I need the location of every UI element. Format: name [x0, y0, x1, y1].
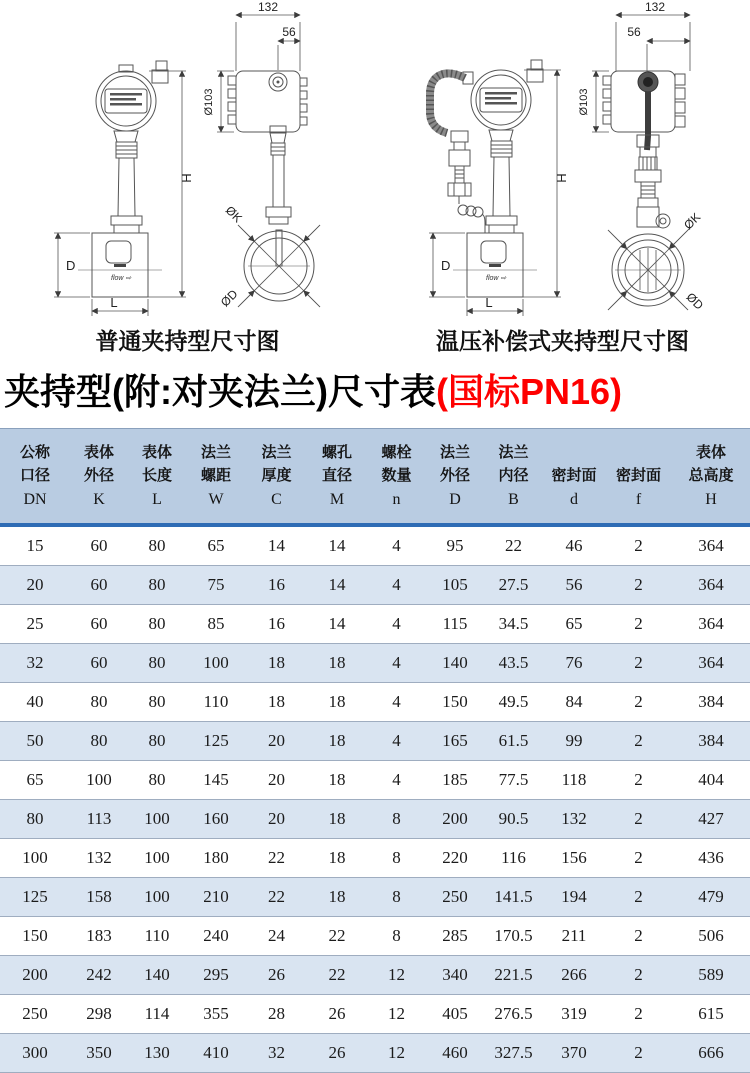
figure-temp-pressure-clamp — [375, 0, 750, 357]
table-row — [0, 566, 750, 605]
table-cell: 384 — [672, 722, 750, 761]
table-cell: 2 — [605, 1034, 672, 1073]
table-cell: 100 — [128, 800, 186, 839]
table-cell: 80 — [128, 644, 186, 683]
table-cell: 242 — [70, 956, 128, 995]
table-cell: 22 — [307, 956, 367, 995]
table-cell: 2 — [605, 722, 672, 761]
table-cell: 84 — [543, 683, 605, 722]
dim-L-label: L — [110, 295, 118, 310]
table-cell: 370 — [543, 1034, 605, 1073]
dim-dia103-label: Ø103 — [203, 88, 215, 116]
table-cell: 99 — [543, 722, 605, 761]
table-cell: 18 — [307, 644, 367, 683]
title-standard: (国标PN16) — [435, 371, 622, 412]
table-cell: 18 — [307, 878, 367, 917]
table-cell: 427 — [672, 800, 750, 839]
table-cell: 18 — [307, 683, 367, 722]
table-cell: 14 — [307, 566, 367, 605]
header-row — [0, 429, 750, 526]
table-cell: 34.5 — [484, 605, 543, 644]
table-cell: 364 — [672, 605, 750, 644]
table-cell: 18 — [307, 800, 367, 839]
header-line: 长度 — [141, 467, 172, 485]
col-header-1-K — [70, 429, 128, 526]
header-line: 螺孔 — [321, 444, 352, 462]
table-cell: 170.5 — [484, 917, 543, 956]
col-header-11-H — [672, 429, 750, 526]
table-cell: 22 — [246, 839, 307, 878]
table-cell: 60 — [70, 525, 128, 566]
table-cell: 80 — [128, 566, 186, 605]
table-cell: 200 — [426, 800, 484, 839]
table-cell: 2 — [605, 839, 672, 878]
col-header-6-n — [367, 429, 426, 526]
header-line: 法兰 — [498, 444, 529, 462]
table-cell: 8 — [367, 839, 426, 878]
title-text: 夹持型(附:对夹法兰)尺寸表 — [4, 371, 436, 412]
table-cell: 200 — [0, 956, 70, 995]
header-line: 螺距 — [200, 467, 231, 485]
cable-entry — [152, 70, 168, 83]
table-cell: 140 — [128, 956, 186, 995]
table-cell: 56 — [543, 566, 605, 605]
side-view — [578, 0, 706, 313]
table-cell: 340 — [426, 956, 484, 995]
meter-body — [453, 233, 537, 297]
flow-label: flow ⇨ — [486, 275, 507, 282]
table-cell: 25 — [0, 605, 70, 644]
front-view — [78, 61, 168, 297]
table-cell: 118 — [543, 761, 605, 800]
table-cell: 113 — [70, 800, 128, 839]
table-cell: 26 — [246, 956, 307, 995]
table-cell: 20 — [246, 761, 307, 800]
table-cell: 18 — [246, 644, 307, 683]
table-cell: 46 — [543, 525, 605, 566]
header-line: 口径 — [19, 467, 50, 485]
table-cell: 436 — [672, 839, 750, 878]
header-symbol: d — [570, 491, 578, 509]
table-cell: 384 — [672, 683, 750, 722]
col-header-2-L — [128, 429, 186, 526]
dimension-table — [0, 428, 750, 1073]
table-cell: 8 — [367, 800, 426, 839]
table-cell: 506 — [672, 917, 750, 956]
table-cell: 4 — [367, 683, 426, 722]
header-symbol: D — [449, 491, 461, 509]
table-cell: 76 — [543, 644, 605, 683]
table-cell: 4 — [367, 566, 426, 605]
table-row — [0, 644, 750, 683]
table-cell: 28 — [246, 995, 307, 1034]
table-cell: 61.5 — [484, 722, 543, 761]
header-symbol: C — [271, 491, 282, 509]
header-symbol: B — [508, 491, 519, 509]
header-symbol: L — [152, 491, 162, 509]
table-cell: 80 — [128, 683, 186, 722]
table-cell: 16 — [246, 566, 307, 605]
table-cell: 80 — [128, 605, 186, 644]
table-cell: 4 — [367, 722, 426, 761]
table-cell: 60 — [70, 644, 128, 683]
table-cell: 12 — [367, 995, 426, 1034]
table-cell: 32 — [246, 1034, 307, 1073]
table-cell: 210 — [186, 878, 246, 917]
table-cell: 12 — [367, 1034, 426, 1073]
table-cell: 221.5 — [484, 956, 543, 995]
header-line: 表体 — [83, 444, 114, 462]
table-cell: 185 — [426, 761, 484, 800]
header-line: 公称 — [19, 444, 50, 462]
table-cell: 80 — [128, 761, 186, 800]
table-cell: 2 — [605, 566, 672, 605]
table-cell: 22 — [484, 525, 543, 566]
header-line: 法兰 — [439, 444, 470, 462]
dim-56-label: 56 — [282, 25, 296, 39]
table-cell: 60 — [70, 566, 128, 605]
col-header-3-W — [186, 429, 246, 526]
table-cell: 80 — [70, 683, 128, 722]
header-line: 总高度 — [688, 467, 734, 485]
table-cell: 130 — [128, 1034, 186, 1073]
table-cell: 110 — [186, 683, 246, 722]
table-cell: 22 — [246, 878, 307, 917]
flow-label: flow ⇨ — [111, 275, 132, 282]
col-header-9-d — [543, 429, 605, 526]
header-symbol: n — [392, 491, 401, 509]
stem — [486, 130, 517, 233]
table-cell: 350 — [70, 1034, 128, 1073]
table-row — [0, 917, 750, 956]
housing — [236, 71, 300, 132]
table-cell: 60 — [70, 605, 128, 644]
table-cell: 100 — [186, 644, 246, 683]
table-cell: 355 — [186, 995, 246, 1034]
table-cell: 2 — [605, 956, 672, 995]
drawings-row — [0, 0, 750, 357]
table-cell: 4 — [367, 644, 426, 683]
table-cell: 4 — [367, 761, 426, 800]
header-line: 直径 — [321, 467, 352, 485]
table-cell: 4 — [367, 605, 426, 644]
table-cell: 40 — [0, 683, 70, 722]
table-cell: 65 — [0, 761, 70, 800]
table-cell: 125 — [186, 722, 246, 761]
col-header-10-f — [605, 429, 672, 526]
table-cell: 2 — [605, 644, 672, 683]
table-cell: 2 — [605, 683, 672, 722]
table-cell: 80 — [128, 722, 186, 761]
table-row — [0, 722, 750, 761]
table-cell: 364 — [672, 644, 750, 683]
table-cell: 80 — [0, 800, 70, 839]
dim-132-label: 132 — [257, 0, 279, 14]
header-line: 数量 — [381, 467, 412, 485]
table-row — [0, 956, 750, 995]
header-line: 密封面 — [615, 467, 661, 485]
table-cell: 4 — [367, 525, 426, 566]
header-line: 螺栓 — [381, 444, 412, 462]
table-cell: 105 — [426, 566, 484, 605]
header-line: 内径 — [498, 467, 529, 485]
table-cell: 220 — [426, 839, 484, 878]
display-text-lines — [110, 93, 142, 106]
dim-K-label: ØK — [222, 203, 245, 226]
table-cell: 364 — [672, 566, 750, 605]
dim-D-label: D — [66, 258, 76, 273]
table-cell: 2 — [605, 917, 672, 956]
dim-132-label: 132 — [644, 0, 666, 14]
side-dimensions — [578, 0, 690, 132]
header-line — [605, 441, 672, 464]
table-cell: 80 — [128, 525, 186, 566]
table-cell: 2 — [605, 995, 672, 1034]
table-row — [0, 839, 750, 878]
table-cell: 666 — [672, 1034, 750, 1073]
table-cell: 100 — [128, 839, 186, 878]
table-cell: 298 — [70, 995, 128, 1034]
table-cell: 26 — [307, 1034, 367, 1073]
drawing-caption-ordinary: 普通夹持型尺寸图 — [95, 328, 280, 354]
table-row — [0, 995, 750, 1034]
table-cell: 180 — [186, 839, 246, 878]
table-cell: 12 — [367, 956, 426, 995]
table-row — [0, 800, 750, 839]
table-cell: 32 — [0, 644, 70, 683]
col-header-8-B — [484, 429, 543, 526]
table-cell: 115 — [426, 605, 484, 644]
table-cell: 24 — [246, 917, 307, 956]
table-cell: 22 — [307, 917, 367, 956]
temp-pressure-clamp-drawing — [375, 0, 750, 325]
table-cell: 49.5 — [484, 683, 543, 722]
table-cell: 211 — [543, 917, 605, 956]
header-symbol: H — [705, 491, 717, 509]
header-line — [543, 441, 605, 464]
table-cell: 410 — [186, 1034, 246, 1073]
header-line: 厚度 — [261, 467, 292, 485]
transmitter-head — [471, 60, 543, 130]
table-cell: 43.5 — [484, 644, 543, 683]
table-cell: 18 — [246, 683, 307, 722]
header-symbol: W — [208, 491, 224, 509]
table-cell: 2 — [605, 800, 672, 839]
col-header-7-D — [426, 429, 484, 526]
drawing-caption-temp-pressure: 温压补偿式夹持型尺寸图 — [436, 328, 689, 354]
col-header-4-C — [246, 429, 307, 526]
table-cell: 150 — [426, 683, 484, 722]
table-cell: 80 — [70, 722, 128, 761]
lug-ring — [656, 214, 670, 228]
header-line: 外径 — [439, 467, 470, 485]
table-cell: 364 — [672, 525, 750, 566]
table-cell: 114 — [128, 995, 186, 1034]
table-cell: 141.5 — [484, 878, 543, 917]
table-cell: 90.5 — [484, 800, 543, 839]
table-cell: 150 — [0, 917, 70, 956]
table-cell: 145 — [186, 761, 246, 800]
table-cell: 479 — [672, 878, 750, 917]
cable — [647, 92, 648, 150]
cable-entry — [527, 69, 543, 82]
table-cell: 285 — [426, 917, 484, 956]
table-cell: 8 — [367, 917, 426, 956]
table-row — [0, 605, 750, 644]
table-cell: 110 — [128, 917, 186, 956]
table-row — [0, 761, 750, 800]
table-cell: 26 — [307, 995, 367, 1034]
dim-56-label: 56 — [627, 25, 641, 39]
table-cell: 15 — [0, 525, 70, 566]
table-cell: 404 — [672, 761, 750, 800]
stem — [111, 131, 142, 233]
table-cell: 183 — [70, 917, 128, 956]
header-line: 外径 — [83, 467, 114, 485]
table-row — [0, 878, 750, 917]
dim-OD-label: ØD — [683, 289, 707, 313]
header-line: 法兰 — [200, 444, 231, 462]
table-cell: 250 — [0, 995, 70, 1034]
table-cell: 65 — [186, 525, 246, 566]
table-cell: 240 — [186, 917, 246, 956]
table-cell: 156 — [543, 839, 605, 878]
table-cell: 158 — [70, 878, 128, 917]
table-cell: 27.5 — [484, 566, 543, 605]
table-title — [0, 357, 750, 428]
table-cell: 276.5 — [484, 995, 543, 1034]
header-symbol: K — [93, 491, 105, 509]
dim-K-label: ØK — [681, 210, 704, 233]
table-row — [0, 1034, 750, 1073]
ordinary-clamp-drawing — [0, 0, 375, 325]
dim-H-label: H — [179, 173, 194, 183]
table-cell: 132 — [70, 839, 128, 878]
table-cell: 295 — [186, 956, 246, 995]
figure-ordinary-clamp — [0, 0, 375, 357]
table-cell: 18 — [307, 722, 367, 761]
table-cell: 589 — [672, 956, 750, 995]
side-dimensions — [203, 0, 300, 132]
table-cell: 2 — [605, 761, 672, 800]
table-cell: 18 — [307, 761, 367, 800]
table-cell: 125 — [0, 878, 70, 917]
table-cell: 132 — [543, 800, 605, 839]
table-cell: 405 — [426, 995, 484, 1034]
table-cell: 2 — [605, 878, 672, 917]
table-cell: 8 — [367, 878, 426, 917]
header-line: 表体 — [141, 444, 172, 462]
side-view — [203, 0, 320, 309]
transmitter-head — [96, 61, 168, 131]
meter-body — [78, 233, 162, 297]
dim-L-label: L — [485, 295, 493, 310]
table-cell: 160 — [186, 800, 246, 839]
table-row — [0, 683, 750, 722]
table-cell: 300 — [0, 1034, 70, 1073]
dim-H-label: H — [554, 173, 569, 183]
table-cell: 50 — [0, 722, 70, 761]
table-cell: 140 — [426, 644, 484, 683]
table-cell: 100 — [128, 878, 186, 917]
table-cell: 116 — [484, 839, 543, 878]
header-line: 法兰 — [261, 444, 292, 462]
header-symbol: DN — [23, 491, 47, 509]
header-line: 表体 — [695, 444, 726, 462]
table-cell: 95 — [426, 525, 484, 566]
table-cell: 20 — [246, 800, 307, 839]
table-cell: 2 — [605, 605, 672, 644]
table-cell: 100 — [70, 761, 128, 800]
table-cell: 75 — [186, 566, 246, 605]
table-row — [0, 525, 750, 566]
table-cell: 250 — [426, 878, 484, 917]
table-cell: 100 — [0, 839, 70, 878]
table-cell: 14 — [246, 525, 307, 566]
header-line: 密封面 — [551, 467, 597, 485]
col-header-0-DN — [0, 429, 70, 526]
dim-OD-label: ØD — [217, 286, 241, 310]
table-cell: 266 — [543, 956, 605, 995]
table-cell: 319 — [543, 995, 605, 1034]
table-cell: 65 — [543, 605, 605, 644]
dim-dia103-label: Ø103 — [578, 88, 590, 116]
table-body — [0, 525, 750, 1073]
table-cell: 16 — [246, 605, 307, 644]
table-cell: 615 — [672, 995, 750, 1034]
table-cell: 18 — [307, 839, 367, 878]
table-cell: 14 — [307, 605, 367, 644]
table-cell: 77.5 — [484, 761, 543, 800]
dim-D-label: D — [441, 258, 451, 273]
col-header-5-M — [307, 429, 367, 526]
table-cell: 20 — [0, 566, 70, 605]
table-cell: 194 — [543, 878, 605, 917]
table-cell: 327.5 — [484, 1034, 543, 1073]
table-cell: 165 — [426, 722, 484, 761]
header-symbol: f — [635, 491, 642, 509]
header-symbol: M — [329, 491, 345, 509]
table-cell: 20 — [246, 722, 307, 761]
table-cell: 85 — [186, 605, 246, 644]
table-cell: 460 — [426, 1034, 484, 1073]
table-cell: 14 — [307, 525, 367, 566]
table-cell: 2 — [605, 525, 672, 566]
